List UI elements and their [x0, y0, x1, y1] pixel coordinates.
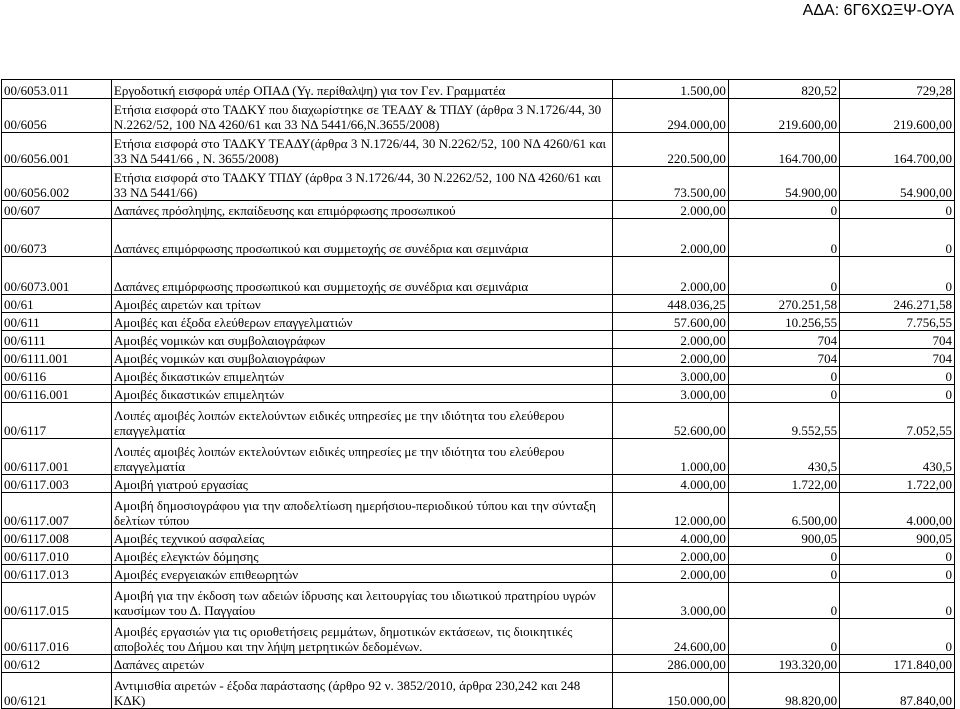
account-code: 00/6117.001 — [2, 439, 112, 475]
account-code: 00/6053.011 — [2, 80, 112, 99]
account-description: Δαπάνες πρόσληψης, εκπαίδευσης και επιμόρφωσης προσωπικού — [111, 201, 612, 219]
paid-amount: 7.052,55 — [840, 403, 955, 439]
committed-amount: 164.700,00 — [728, 133, 839, 167]
table-row — [2, 331, 955, 349]
budgeted-amount: 150.000,00 — [612, 673, 728, 709]
budgeted-amount: 2.000,00 — [612, 201, 728, 219]
paid-amount: 0 — [840, 201, 955, 219]
paid-amount: 54.900,00 — [840, 167, 955, 201]
paid-amount: 0 — [840, 583, 955, 619]
account-description: Εργοδοτική εισφορά υπέρ ΟΠΑΔ (Υγ. περίθαλψη) για τον Γεν. Γραμματέα — [111, 80, 612, 99]
budgeted-amount: 4.000,00 — [612, 529, 728, 547]
account-code: 00/6056 — [2, 99, 112, 133]
committed-amount: 704 — [728, 349, 839, 367]
budgeted-amount: 220.500,00 — [612, 133, 728, 167]
account-code: 00/6073 — [2, 219, 112, 257]
committed-amount: 430,5 — [728, 439, 839, 475]
account-description: Αμοιβές εργασιών για τις οριοθετήσεις ρεμμάτων, δημοτικών εκτάσεων, τις διοικητικές αποβολές του Δήμου και την λήψη μετρητικών δεδομένων. — [111, 619, 612, 655]
committed-amount: 6.500,00 — [728, 493, 839, 529]
table-row — [2, 385, 955, 403]
account-code: 00/6117.013 — [2, 565, 112, 583]
paid-amount: 0 — [840, 385, 955, 403]
account-description: Αμοιβές ενεργειακών επιθεωρητών — [111, 565, 612, 583]
budgeted-amount: 3.000,00 — [612, 583, 728, 619]
budgeted-amount: 448.036,25 — [612, 295, 728, 313]
budgeted-amount: 294.000,00 — [612, 99, 728, 133]
table-row — [2, 619, 955, 655]
committed-amount: 0 — [728, 367, 839, 385]
committed-amount: 0 — [728, 201, 839, 219]
account-description: Αμοιβές νομικών και συμβολαιογράφων — [111, 331, 612, 349]
budgeted-amount: 2.000,00 — [612, 257, 728, 295]
account-description: Αμοιβή δημοσιογράφου για την αποδελτίωση ημερήσιου-περιοδικού τύπου και την σύνταξη δελτίων τύπου — [111, 493, 612, 529]
account-description: Λοιπές αμοιβές λοιπών εκτελούντων ειδικές υπηρεσίες με την ιδιότητα του ελεύθερου επαγγελματία — [111, 439, 612, 475]
account-code: 00/6056.002 — [2, 167, 112, 201]
committed-amount: 0 — [728, 547, 839, 565]
paid-amount: 171.840,00 — [840, 655, 955, 673]
account-description: Αμοιβές ελεγκτών δόμησης — [111, 547, 612, 565]
paid-amount: 0 — [840, 219, 955, 257]
budgeted-amount: 4.000,00 — [612, 475, 728, 493]
budgeted-amount: 1.500,00 — [612, 80, 728, 99]
account-code: 00/6117.015 — [2, 583, 112, 619]
paid-amount: 704 — [840, 331, 955, 349]
committed-amount: 270.251,58 — [728, 295, 839, 313]
budgeted-amount: 73.500,00 — [612, 167, 728, 201]
paid-amount: 1.722,00 — [840, 475, 955, 493]
account-code: 00/6111 — [2, 331, 112, 349]
budget-table — [1, 79, 955, 709]
budgeted-amount: 3.000,00 — [612, 385, 728, 403]
committed-amount: 0 — [728, 219, 839, 257]
account-code: 00/612 — [2, 655, 112, 673]
account-code: 00/6121 — [2, 673, 112, 709]
account-code: 00/61 — [2, 295, 112, 313]
budgeted-amount: 12.000,00 — [612, 493, 728, 529]
committed-amount: 54.900,00 — [728, 167, 839, 201]
paid-amount: 219.600,00 — [840, 99, 955, 133]
account-description: Αμοιβές δικαστικών επιμελητών — [111, 367, 612, 385]
budgeted-amount: 2.000,00 — [612, 219, 728, 257]
committed-amount: 10.256,55 — [728, 313, 839, 331]
account-description: Ετήσια εισφορά στο ΤΑΔΚΥ ΤΕΑΔΥ(άρθρα 3 Ν.1726/44, 30 Ν.2262/52, 100 ΝΔ 4260/61 και 33 ΝΔ 5441/66 , Ν. 3655/2008) — [111, 133, 612, 167]
committed-amount: 0 — [728, 385, 839, 403]
table-row — [2, 475, 955, 493]
table-row — [2, 529, 955, 547]
table-row — [2, 349, 955, 367]
account-description: Αμοιβές αιρετών και τρίτων — [111, 295, 612, 313]
committed-amount: 193.320,00 — [728, 655, 839, 673]
table-row — [2, 295, 955, 313]
account-description: Δαπάνες αιρετών — [111, 655, 612, 673]
account-description: Ετήσια εισφορά στο ΤΑΔΚΥ που διαχωρίστηκε σε ΤΕΑΔΥ & ΤΠΔΥ (άρθρα 3 Ν.1726/44, 30 Ν.2262/52, 100 ΝΔ 4260/61 και 33 ΝΔ 5441/66,Ν.3655/2008) — [111, 99, 612, 133]
table-row — [2, 493, 955, 529]
paid-amount: 729,28 — [840, 80, 955, 99]
budgeted-amount: 52.600,00 — [612, 403, 728, 439]
account-description: Αμοιβή γιατρού εργασίας — [111, 475, 612, 493]
account-code: 00/6117 — [2, 403, 112, 439]
table-row — [2, 565, 955, 583]
committed-amount: 9.552,55 — [728, 403, 839, 439]
account-description: Δαπάνες επιμόρφωσης προσωπικού και συμμετοχής σε συνέδρια και σεμινάρια — [111, 257, 612, 295]
table-row — [2, 655, 955, 673]
table-row — [2, 167, 955, 201]
budgeted-amount: 2.000,00 — [612, 331, 728, 349]
account-code: 00/6111.001 — [2, 349, 112, 367]
table-row — [2, 439, 955, 475]
account-code: 00/6116.001 — [2, 385, 112, 403]
account-description: Αμοιβές δικαστικών επιμελητών — [111, 385, 612, 403]
table-row — [2, 201, 955, 219]
account-code: 00/6117.007 — [2, 493, 112, 529]
account-description: Αμοιβές τεχνικού ασφαλείας — [111, 529, 612, 547]
paid-amount: 0 — [840, 257, 955, 295]
committed-amount: 98.820,00 — [728, 673, 839, 709]
budget-table-body — [2, 80, 955, 709]
account-code: 00/6117.003 — [2, 475, 112, 493]
table-row — [2, 403, 955, 439]
paid-amount: 0 — [840, 565, 955, 583]
committed-amount: 704 — [728, 331, 839, 349]
account-description: Αμοιβή για την έκδοση των αδειών ίδρυσης και λειτουργίας του ιδιωτικού πρατηρίου υγρών καυσίμων του Δ. Παγγαίου — [111, 583, 612, 619]
account-code: 00/607 — [2, 201, 112, 219]
paid-amount: 246.271,58 — [840, 295, 955, 313]
table-row — [2, 583, 955, 619]
budgeted-amount: 2.000,00 — [612, 547, 728, 565]
committed-amount: 820,52 — [728, 80, 839, 99]
paid-amount: 704 — [840, 349, 955, 367]
account-description: Αμοιβές και έξοδα ελεύθερων επαγγελματιών — [111, 313, 612, 331]
committed-amount: 0 — [728, 619, 839, 655]
budgeted-amount: 1.000,00 — [612, 439, 728, 475]
account-code: 00/611 — [2, 313, 112, 331]
budgeted-amount: 2.000,00 — [612, 565, 728, 583]
budgeted-amount: 3.000,00 — [612, 367, 728, 385]
paid-amount: 0 — [840, 367, 955, 385]
paid-amount: 0 — [840, 547, 955, 565]
account-code: 00/6056.001 — [2, 133, 112, 167]
ada-header: ΑΔΑ: 6Γ6ΧΩΞΨ-ΟΥΑ — [802, 2, 954, 19]
account-code: 00/6116 — [2, 367, 112, 385]
paid-amount: 4.000,00 — [840, 493, 955, 529]
budgeted-amount: 57.600,00 — [612, 313, 728, 331]
table-row — [2, 257, 955, 295]
paid-amount: 430,5 — [840, 439, 955, 475]
committed-amount: 1.722,00 — [728, 475, 839, 493]
account-description: Ετήσια εισφορά στο ΤΑΔΚΥ ΤΠΔΥ (άρθρα 3 Ν.1726/44, 30 Ν.2262/52, 100 ΝΔ 4260/61 και 33 ΝΔ 5441/66) — [111, 167, 612, 201]
paid-amount: 900,05 — [840, 529, 955, 547]
committed-amount: 0 — [728, 565, 839, 583]
table-row — [2, 99, 955, 133]
table-row — [2, 133, 955, 167]
paid-amount: 0 — [840, 619, 955, 655]
budgeted-amount: 2.000,00 — [612, 349, 728, 367]
paid-amount: 7.756,55 — [840, 313, 955, 331]
account-code: 00/6117.010 — [2, 547, 112, 565]
table-row — [2, 80, 955, 99]
paid-amount: 164.700,00 — [840, 133, 955, 167]
table-row — [2, 547, 955, 565]
table-row — [2, 219, 955, 257]
committed-amount: 0 — [728, 257, 839, 295]
account-code: 00/6117.016 — [2, 619, 112, 655]
paid-amount: 87.840,00 — [840, 673, 955, 709]
table-row — [2, 367, 955, 385]
budgeted-amount: 24.600,00 — [612, 619, 728, 655]
account-description: Δαπάνες επιμόρφωσης προσωπικού και συμμετοχής σε συνέδρια και σεμινάρια — [111, 219, 612, 257]
budgeted-amount: 286.000,00 — [612, 655, 728, 673]
account-description: Αντιμισθία αιρετών - έξοδα παράστασης (άρθρο 92 ν. 3852/2010, άρθρα 230,242 και 248 ΚΔΚ) — [111, 673, 612, 709]
table-row — [2, 313, 955, 331]
account-code: 00/6073.001 — [2, 257, 112, 295]
committed-amount: 0 — [728, 583, 839, 619]
account-code: 00/6117.008 — [2, 529, 112, 547]
committed-amount: 900,05 — [728, 529, 839, 547]
account-description: Αμοιβές νομικών και συμβολαιογράφων — [111, 349, 612, 367]
account-description: Λοιπές αμοιβές λοιπών εκτελούντων ειδικές υπηρεσίες με την ιδιότητα του ελεύθερου επαγγελματία — [111, 403, 612, 439]
committed-amount: 219.600,00 — [728, 99, 839, 133]
